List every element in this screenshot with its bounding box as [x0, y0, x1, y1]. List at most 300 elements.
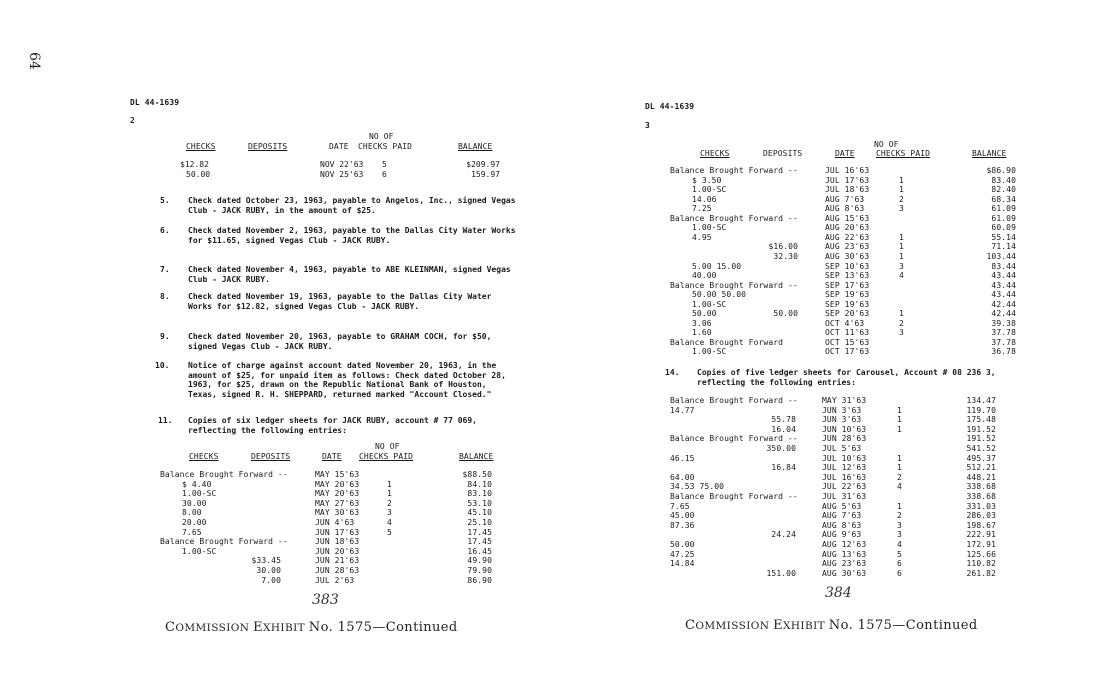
paid-cell: 1: [899, 251, 904, 261]
left-t2-header-deposits: DEPOSITS: [251, 452, 291, 461]
date-cell: AUG 7'63: [822, 511, 862, 521]
paid-cell: 5: [897, 549, 902, 559]
date-cell: JUN 4'63: [315, 518, 355, 527]
date-cell: NOV 22'63: [320, 160, 364, 169]
checks-cell: Balance Brought Forward --: [670, 492, 798, 501]
date-cell: AUG 5'63: [822, 501, 862, 511]
right-file-number: DL 44-1639: [645, 102, 695, 111]
paragraph-text: Check dated November 4, 1963, payable to ABE KLEINMAN, signed Vegas Club - JACK RUBY.: [188, 265, 516, 284]
paid-cell: 4: [387, 518, 392, 527]
checks-cell: 1.00-SC: [692, 185, 727, 195]
caption-e: E: [253, 620, 263, 635]
deposits-cell: 16.04: [771, 424, 796, 434]
balance-cell: 83.40: [991, 175, 1016, 185]
checks-cell: Balance Brought Forward: [670, 337, 784, 347]
date-cell: JUN 3'63: [822, 415, 862, 425]
table-row: [670, 482, 1020, 492]
left-t2-header-noof: NO OF: [375, 442, 400, 451]
paragraph-number: 5.: [160, 196, 170, 205]
table-row: [670, 252, 1020, 262]
left-ledger-table-2: [160, 470, 500, 590]
balance-cell: 191.52: [966, 424, 996, 434]
balance-cell: 110.82: [966, 559, 996, 569]
balance-cell: 172.91: [966, 540, 996, 549]
table-row: [670, 271, 1020, 281]
checks-cell: 50.00: [186, 170, 211, 179]
balance-cell: 25.10: [467, 518, 492, 527]
checks-cell: 50.00 50.00: [692, 290, 747, 300]
table-row: [160, 556, 500, 566]
balance-cell: 42.44: [991, 309, 1016, 319]
left-t2-header-balance: BALANCE: [459, 452, 494, 461]
table-row: [160, 566, 500, 576]
right-ledger-table-1: [670, 166, 1020, 366]
checks-cell: 64.00: [670, 472, 695, 482]
paragraph-text: Check dated November 20, 1963, payable to GRAHAM COCH, for $50, signed Vegas Club - JACK RUBY.: [188, 332, 497, 351]
checks-cell: 46.15: [670, 453, 695, 463]
left-file-number: DL 44-1639: [130, 98, 180, 107]
balance-cell: 60.09: [991, 223, 1016, 233]
checks-cell: Balance Brought Forward --: [670, 434, 798, 444]
table-row: [160, 547, 500, 557]
right-ledger-table-2: [670, 396, 1020, 586]
table-row: [670, 195, 1020, 205]
balance-cell: 49.90: [467, 556, 492, 566]
table-row: [670, 204, 1020, 214]
table-row: [670, 550, 1020, 560]
balance-cell: 338.68: [966, 482, 996, 492]
table-row: [670, 454, 1020, 464]
checks-cell: 3.06: [692, 318, 712, 328]
date-cell: SEP 10'63: [825, 261, 870, 271]
table-row: [160, 489, 500, 499]
left-t1-header-noof: NO OF: [369, 132, 394, 141]
table-row: [670, 176, 1020, 186]
balance-cell: 84.10: [467, 479, 492, 489]
date-cell: MAY 27'63: [315, 498, 360, 508]
date-cell: AUG 20'63: [825, 223, 870, 233]
table-row: [670, 444, 1020, 454]
balance-cell: 286.03: [966, 511, 996, 521]
table-row: [670, 223, 1020, 233]
table-row: [670, 166, 1020, 176]
paid-cell: 6: [897, 559, 902, 569]
table-row: [670, 530, 1020, 540]
date-cell: JUL 18'63: [825, 185, 870, 195]
table-row: [670, 396, 1020, 406]
checks-cell: 50.00: [692, 309, 717, 319]
table-row: [670, 569, 1020, 579]
date-cell: JUN 21'63: [315, 556, 360, 566]
balance-cell: 159.97: [471, 170, 500, 179]
date-cell: AUG 7'63: [825, 194, 865, 204]
caption-small: OMMISSION: [175, 622, 254, 634]
date-cell: AUG 30'63: [822, 568, 867, 578]
deposits-cell: 151.00: [766, 568, 796, 578]
date-cell: MAY 20'63: [315, 479, 360, 489]
checks-cell: 14.77: [670, 405, 695, 415]
checks-cell: 7.25: [692, 204, 712, 214]
table-row: [670, 328, 1020, 338]
paid-cell: 1: [899, 175, 904, 185]
paid-cell: 1: [899, 185, 904, 195]
date-cell: SEP 13'63: [825, 271, 870, 281]
date-cell: AUG 8'63: [822, 520, 862, 530]
left-ledger-table-1: [180, 160, 500, 180]
balance-cell: 36.78: [991, 347, 1016, 357]
date-cell: MAY 20'63: [315, 489, 360, 499]
date-cell: JUL 5'63: [822, 444, 862, 453]
checks-cell: 4.95: [692, 232, 712, 242]
balance-cell: 448.21: [966, 472, 996, 482]
table-row: [160, 508, 500, 518]
balance-cell: 68.34: [991, 194, 1016, 204]
paid-cell: 4: [897, 540, 902, 549]
balance-cell: 191.52: [966, 434, 996, 444]
date-cell: SEP 20'63: [825, 309, 870, 319]
balance-cell: 37.78: [991, 328, 1016, 338]
balance-cell: 338.68: [966, 492, 996, 501]
balance-cell: 175.48: [966, 415, 996, 425]
date-cell: JUL 10'63: [822, 453, 867, 463]
date-cell: JUN 3'63: [822, 405, 862, 415]
balance-cell: 134.47: [966, 396, 996, 405]
table-row: [160, 499, 500, 509]
date-cell: SEP 19'63: [825, 299, 870, 309]
balance-cell: 261.82: [966, 568, 996, 578]
balance-cell: 83.44: [991, 261, 1016, 271]
balance-cell: 82.40: [991, 185, 1016, 195]
checks-cell: Balance Brought Forward --: [160, 537, 288, 547]
paragraph-number: 8.: [160, 292, 170, 301]
paragraph-text: Notice of charge against account dated November 20, 1963, in the amount of $25, for unpaid item as follows: Check dated October 28, 1963, for $25, drawn on the Republic National Bank of Houston, Texas, signed R. H. SHEPPARD, returned marked "Account Closed.": [188, 361, 511, 399]
checks-cell: 40.00: [692, 271, 717, 281]
date-cell: OCT 11'63: [825, 328, 870, 338]
date-cell: JUN 18'63: [315, 537, 360, 547]
caption-e: E: [773, 618, 783, 633]
table-row: [160, 470, 500, 480]
paid-cell: 4: [899, 271, 904, 281]
paid-cell: 2: [899, 318, 904, 328]
table-row: [670, 185, 1020, 195]
deposits-cell: 55.78: [771, 415, 796, 425]
date-cell: AUG 12'63: [822, 540, 867, 549]
paid-cell: 1: [897, 405, 902, 415]
left-handwritten-page-number: 383: [312, 592, 339, 608]
table-row: [670, 463, 1020, 473]
balance-cell: 61.09: [991, 204, 1016, 214]
date-cell: JUL 16'63: [822, 472, 867, 482]
checks-cell: 47.25: [670, 549, 695, 559]
paragraph-text: Copies of six ledger sheets for JACK RUBY, account # 77 069, reflecting the following entries:: [188, 416, 482, 435]
left-t2-header-checks: CHECKS: [189, 452, 219, 461]
table-row: [670, 473, 1020, 483]
paragraph-text: Check dated October 23, 1963, payable to Angelos, Inc., signed Vegas Club - JACK RUBY, in the amount of $25.: [188, 196, 521, 215]
balance-cell: 43.44: [991, 271, 1016, 281]
checks-cell: 8.00: [182, 508, 202, 518]
paid-cell: 5: [387, 527, 392, 537]
left-t1-header-date: DATE: [329, 142, 349, 151]
balance-cell: 53.10: [467, 498, 492, 508]
paid-cell: 6: [897, 568, 902, 578]
date-cell: AUG 9'63: [822, 530, 862, 540]
balance-cell: $86.90: [986, 166, 1016, 175]
right-t1-header-checkspaid: CHECKS PAID: [876, 149, 931, 158]
table-row: [670, 511, 1020, 521]
deposits-cell: 32.30: [773, 251, 798, 261]
checks-cell: 5.00 15.00: [692, 261, 742, 271]
paid-cell: 1: [899, 242, 904, 252]
paid-cell: 3: [897, 520, 902, 530]
paragraph-number: 6.: [160, 226, 170, 235]
table-row: [670, 425, 1020, 435]
paid-cell: 1: [897, 463, 902, 473]
date-cell: JUL 31'63: [822, 492, 867, 501]
table-row: [670, 214, 1020, 224]
date-cell: AUG 23'63: [825, 242, 870, 252]
date-cell: SEP 19'63: [825, 290, 870, 300]
deposits-cell: $16.00: [768, 242, 798, 252]
checks-cell: 1.60: [692, 328, 712, 338]
date-cell: AUG 30'63: [825, 251, 870, 261]
table-row: [160, 528, 500, 538]
checks-cell: Balance Brought Forward --: [670, 213, 798, 223]
date-cell: JUL 12'63: [822, 463, 867, 473]
balance-cell: 39.38: [991, 318, 1016, 328]
left-t1-header-checks: CHECKS: [186, 142, 216, 151]
table-row: [160, 576, 500, 586]
checks-cell: 7.65: [182, 527, 202, 537]
paid-cell: 3: [387, 508, 392, 518]
paid-cell: 1: [899, 232, 904, 242]
paid-cell: 5: [382, 160, 387, 169]
checks-cell: 1.00-SC: [692, 299, 727, 309]
paragraph-number: 7.: [160, 265, 170, 274]
paid-cell: 1: [899, 309, 904, 319]
balance-cell: $88.50: [462, 470, 492, 479]
table-row: [160, 518, 500, 528]
balance-cell: 37.78: [991, 337, 1016, 347]
paid-cell: 6: [382, 170, 387, 179]
balance-cell: 71.14: [991, 242, 1016, 252]
table-row: [670, 300, 1020, 310]
balance-cell: 103.44: [986, 251, 1016, 261]
table-row: [180, 170, 500, 180]
date-cell: JUL 17'63: [825, 175, 870, 185]
paragraph-number: 10.: [155, 361, 170, 370]
balance-cell: 55.14: [991, 232, 1016, 242]
paid-cell: 2: [897, 511, 902, 521]
table-row: [670, 338, 1020, 348]
date-cell: AUG 13'63: [822, 549, 867, 559]
paid-cell: 1: [897, 501, 902, 511]
paragraph-number: 11.: [158, 416, 173, 425]
checks-cell: Balance Brought Forward --: [670, 280, 798, 290]
right-caption: [685, 618, 978, 633]
table-row: [670, 559, 1020, 569]
balance-cell: 17.45: [467, 537, 492, 547]
caption-small2: XHIBIT: [263, 622, 309, 634]
checks-cell: 1.00-SC: [182, 489, 217, 499]
left-t1-header-deposits: DEPOSITS: [248, 142, 288, 151]
date-cell: JUL 2'63: [315, 575, 355, 585]
caption-rest: No. 1575—Continued: [308, 620, 458, 635]
right-t1-header-checks: CHECKS: [700, 149, 730, 158]
table-row: [670, 281, 1020, 291]
date-cell: JUN 28'63: [315, 566, 360, 575]
deposits-cell: 50.00: [773, 309, 798, 319]
date-cell: JUN 10'63: [822, 424, 867, 434]
date-cell: MAY 15'63: [315, 470, 360, 479]
table-row: [160, 480, 500, 490]
caption-c: C: [685, 618, 696, 633]
balance-cell: 16.45: [467, 546, 492, 556]
checks-cell: 7.65: [670, 501, 690, 511]
paid-cell: 4: [897, 482, 902, 492]
paragraph-text: Check dated November 2, 1963, payable to the Dallas City Water Works for $11.65, signed Vegas Club - JACK RUBY.: [188, 226, 521, 245]
checks-cell: 1.00-SC: [692, 223, 727, 233]
paragraph-number: 14.: [665, 368, 680, 377]
balance-cell: 43.44: [991, 280, 1016, 290]
balance-cell: 331.03: [966, 501, 996, 511]
right-t1-header-balance: BALANCE: [972, 149, 1007, 158]
checks-cell: Balance Brought Forward --: [670, 166, 798, 175]
balance-cell: 541.52: [966, 444, 996, 453]
left-caption: [165, 620, 458, 635]
balance-cell: 45.10: [467, 508, 492, 518]
table-row: [670, 290, 1020, 300]
date-cell: JUN 28'63: [822, 434, 867, 444]
paragraph-number: 9.: [160, 332, 170, 341]
page-number: 64: [26, 52, 42, 70]
deposits-cell: 24.24: [771, 530, 796, 540]
table-row: [670, 319, 1020, 329]
deposits-cell: $33.45: [251, 556, 281, 566]
checks-cell: Balance Brought Forward --: [160, 470, 288, 479]
balance-cell: 86.90: [467, 575, 492, 585]
balance-cell: 119.70: [966, 405, 996, 415]
table-row: [670, 492, 1020, 502]
paid-cell: 1: [897, 415, 902, 425]
table-row: [670, 434, 1020, 444]
paid-cell: 1: [897, 453, 902, 463]
paid-cell: 1: [387, 479, 392, 489]
caption-rest: No. 1575—Continued: [828, 618, 978, 633]
left-t2-header-checkspaid: CHECKS PAID: [359, 452, 414, 461]
balance-cell: 222.91: [966, 530, 996, 540]
left-t1-header-balance: BALANCE: [458, 142, 493, 151]
paid-cell: 1: [897, 424, 902, 434]
checks-cell: 1.00-SC: [692, 347, 727, 357]
table-row: [670, 242, 1020, 252]
balance-cell: 61.09: [991, 213, 1016, 223]
table-row: [180, 160, 500, 170]
left-t1-header-checkspaid: CHECKS PAID: [358, 142, 413, 151]
checks-cell: 87.36: [670, 520, 695, 530]
right-handwritten-page-number: 384: [825, 585, 852, 601]
right-sheet-number: 3: [645, 121, 650, 130]
paid-cell: 3: [899, 204, 904, 214]
paid-cell: 2: [897, 472, 902, 482]
checks-cell: 14.06: [692, 194, 717, 204]
table-row: [670, 540, 1020, 550]
deposits-cell: 16.84: [771, 463, 796, 473]
date-cell: AUG 22'63: [825, 232, 870, 242]
checks-cell: 50.00: [670, 540, 695, 549]
date-cell: MAY 31'63: [822, 396, 867, 405]
paid-cell: 3: [899, 261, 904, 271]
balance-cell: 17.45: [467, 527, 492, 537]
date-cell: OCT 17'63: [825, 347, 870, 357]
caption-small2: XHIBIT: [783, 620, 829, 632]
balance-cell: 198.67: [966, 520, 996, 530]
balance-cell: 512.21: [966, 463, 996, 473]
date-cell: NOV 25'63: [320, 170, 364, 179]
date-cell: OCT 15'63: [825, 337, 870, 347]
paragraph-text: Check dated November 19, 1963, payable to the Dallas City Water Works for $12.82, signed Vegas Club - JACK RUBY.: [188, 292, 497, 311]
checks-cell: 1.00-SC: [182, 546, 217, 556]
table-row: [670, 309, 1020, 319]
date-cell: JUN 20'63: [315, 546, 360, 556]
deposits-cell: 30.00: [256, 566, 281, 575]
paid-cell: 2: [899, 194, 904, 204]
balance-cell: 125.66: [966, 549, 996, 559]
table-row: [670, 262, 1020, 272]
date-cell: JUL 16'63: [825, 166, 870, 175]
checks-cell: 14.84: [670, 559, 695, 569]
date-cell: AUG 23'63: [822, 559, 867, 569]
right-t1-header-deposits: DEPOSITS: [763, 149, 803, 158]
date-cell: OCT 4'63: [825, 318, 865, 328]
paid-cell: 3: [897, 530, 902, 540]
table-row: [670, 521, 1020, 531]
date-cell: SEP 17'63: [825, 280, 870, 290]
paid-cell: 1: [387, 489, 392, 499]
balance-cell: 495.37: [966, 453, 996, 463]
caption-small: OMMISSION: [695, 620, 774, 632]
left-sheet-number: 2: [130, 116, 135, 125]
right-t1-header-date: DATE: [835, 149, 855, 158]
left-t2-header-date: DATE: [322, 452, 342, 461]
paid-cell: 3: [899, 328, 904, 338]
checks-cell: 20.00: [182, 518, 207, 527]
table-row: [160, 537, 500, 547]
balance-cell: 43.44: [991, 290, 1016, 300]
balance-cell: 83.10: [467, 489, 492, 499]
paragraph-text: Copies of five ledger sheets for Carousel, Account # 08 236 3, reflecting the following entries:: [697, 368, 1001, 387]
checks-cell: $ 4.40: [182, 479, 212, 489]
date-cell: AUG 8'63: [825, 204, 865, 214]
checks-cell: 34.53 75.00: [670, 482, 725, 492]
date-cell: AUG 15'63: [825, 213, 870, 223]
deposits-cell: 350.00: [766, 444, 796, 453]
table-row: [670, 406, 1020, 416]
caption-c: C: [165, 620, 176, 635]
right-t1-header-noof: NO OF: [874, 140, 899, 149]
deposits-cell: 7.00: [261, 575, 281, 585]
checks-cell: 45.00: [670, 511, 695, 521]
balance-cell: $209.97: [466, 160, 500, 169]
checks-cell: $ 3.50: [692, 175, 722, 185]
balance-cell: 79.90: [467, 566, 492, 575]
checks-cell: $12.82: [180, 160, 209, 169]
table-row: [670, 415, 1020, 425]
table-row: [670, 502, 1020, 512]
table-row: [670, 233, 1020, 243]
checks-cell: 30.00: [182, 498, 207, 508]
paid-cell: 2: [387, 498, 392, 508]
date-cell: JUL 22'63: [822, 482, 867, 492]
